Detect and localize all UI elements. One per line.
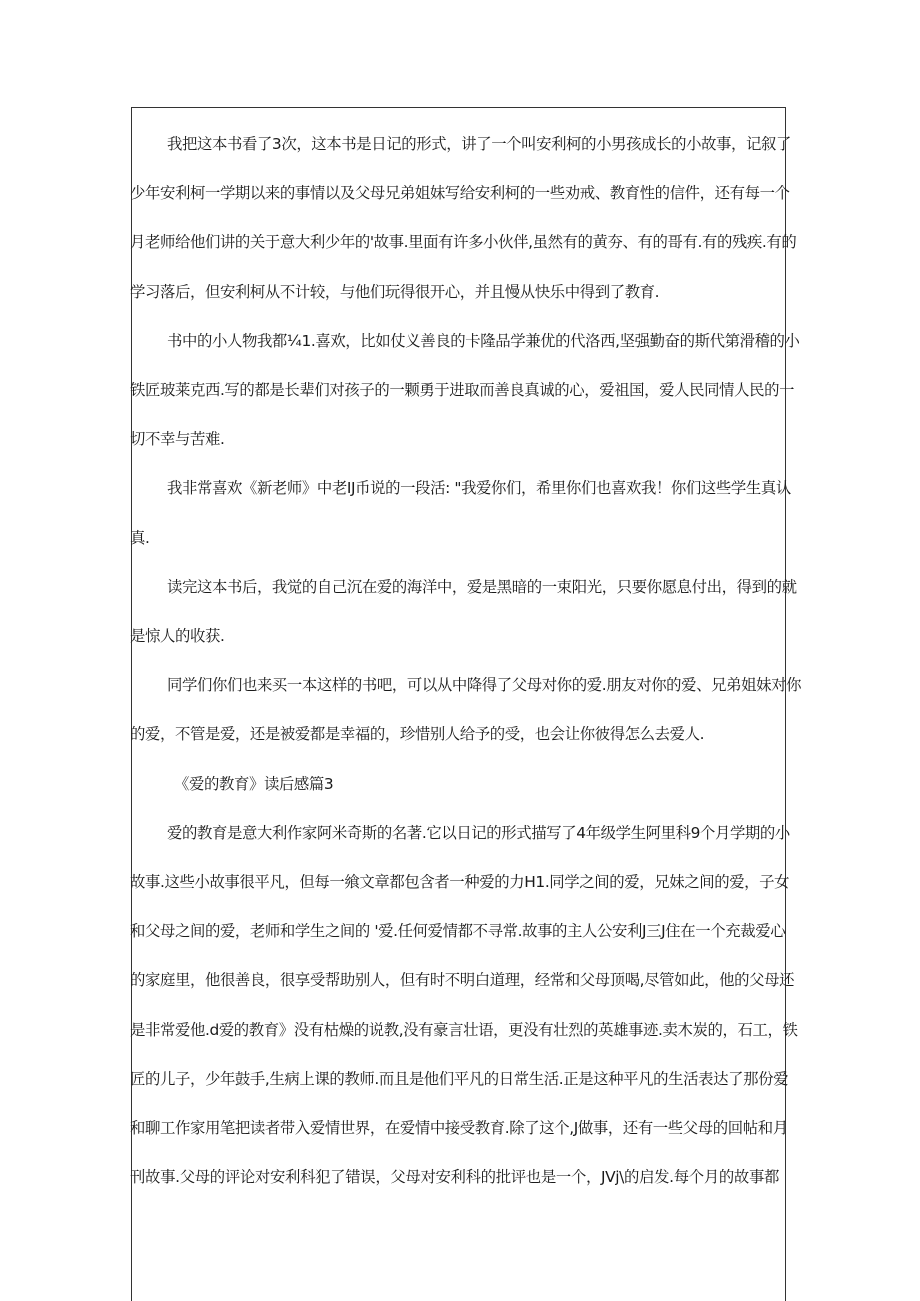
text-line: 的家庭里，他很善良，很享受帮助别人，但有时不明白道理，经常和父母顶喝,尽管如此，他的父母还 [130, 971, 795, 990]
text-line: 读完这本书后，我觉的自己沉在爱的海洋中，爱是黑暗的一束阳光，只要你愿息付出，得到的就 [167, 577, 797, 596]
text-line: 少年安利柯一学期以来的事情以及父母兄弟姐妹写给安利柯的一些劝戒、教育性的信件，还有每一个 [130, 184, 790, 203]
paragraph-3 [130, 464, 791, 562]
section-heading: 《爱的教育》读后感篇3 [174, 774, 334, 793]
text-line: 刊故事.父母的评论对安利科犯了错误，父母对安利科的批评也是一个，JVj\的启发.每个月的故事都 [130, 1168, 779, 1187]
text-line: 书中的小人物我都¼1.喜欢，比如仗义善良的卡隆品学兼优的代洛西,坚强勤奋的斯代第滑稽的小 [167, 331, 800, 350]
text-line: 是非常爱他.d爱的教育》没有枯燥的说教,没有豪言壮语，更没有壮烈的英雄事迹.卖木炭的，石工，铁 [130, 1020, 798, 1039]
document-body [130, 120, 802, 1202]
text-line: 切不幸与苦难. [130, 430, 225, 449]
paragraph-6 [130, 809, 798, 1203]
text-line: 和聊工作家用笔把读者带入爱情世界，在爱情中接受教育.除了这个,J做事，还有一些父母的回帖和月 [130, 1119, 788, 1138]
text-line: 我非常喜欢《新老师》中老IJ币说的一段活: "我爱你们，希里你们也喜欢我！你们这些学生真认 [167, 479, 791, 498]
text-line: 月老师给他们讲的关于意大利少年的'故事.里面有许多小伙伴,虽然有的黄夯、有的哥有.有的残疾.有的 [130, 233, 797, 252]
text-line: 匠的儿子，少年鼓手,生病上课的教师.而且是他们平凡的日常生活.正是这种平凡的生活表达了那份爱 [130, 1069, 789, 1088]
text-line: 学习落后，但安利柯从不计较，与他们玩得很开心，并且慢从快乐中得到了教育. [130, 282, 660, 301]
text-line: 的爱，不管是爱，还是被爱都是幸福的，珍惜别人给予的受，也会让你彼得怎么去爱人. [130, 725, 705, 744]
section-heading-wrap [167, 760, 779, 809]
text-line: 和父母之间的爱，老师和学生之间的 '爱.任何爱情都不寻常.故事的主人公安利J三J住在一个充裁爱心 [130, 922, 786, 941]
paragraph-5 [130, 661, 802, 759]
text-line: 同学们你们也来买一本这样的书吧，可以从中降得了父母对你的爱.朋友对你的爱、兄弟姐妹对你 [167, 676, 802, 695]
text-line: 真. [130, 528, 150, 547]
text-line: 是惊人的收获. [130, 627, 225, 646]
text-line: 我把这本书看了3次，这本书是日记的形式，讲了一个叫安利柯的小男孩成长的小故事，记叙了 [167, 135, 792, 153]
text-line: 铁匠玻莱克西.写的都是长辈们对孩子的一颗勇于进取而善良真诚的心，爱祖国，爱人民同情人民的一 [130, 381, 795, 400]
text-line: 爱的教育是意大利作家阿米奇斯的名著.它以日记的形式描写了4年级学生阿里科9个月学期的小 [167, 823, 790, 842]
text-line: 故事.这些小故事很平凡，但每一飨文章都包含者一种爱的力H1.同学之间的爱，兄妹之间的爱，子女 [130, 873, 790, 892]
paragraph-2 [130, 317, 800, 465]
paragraph-1 [130, 120, 797, 317]
paragraph-4 [130, 563, 797, 661]
